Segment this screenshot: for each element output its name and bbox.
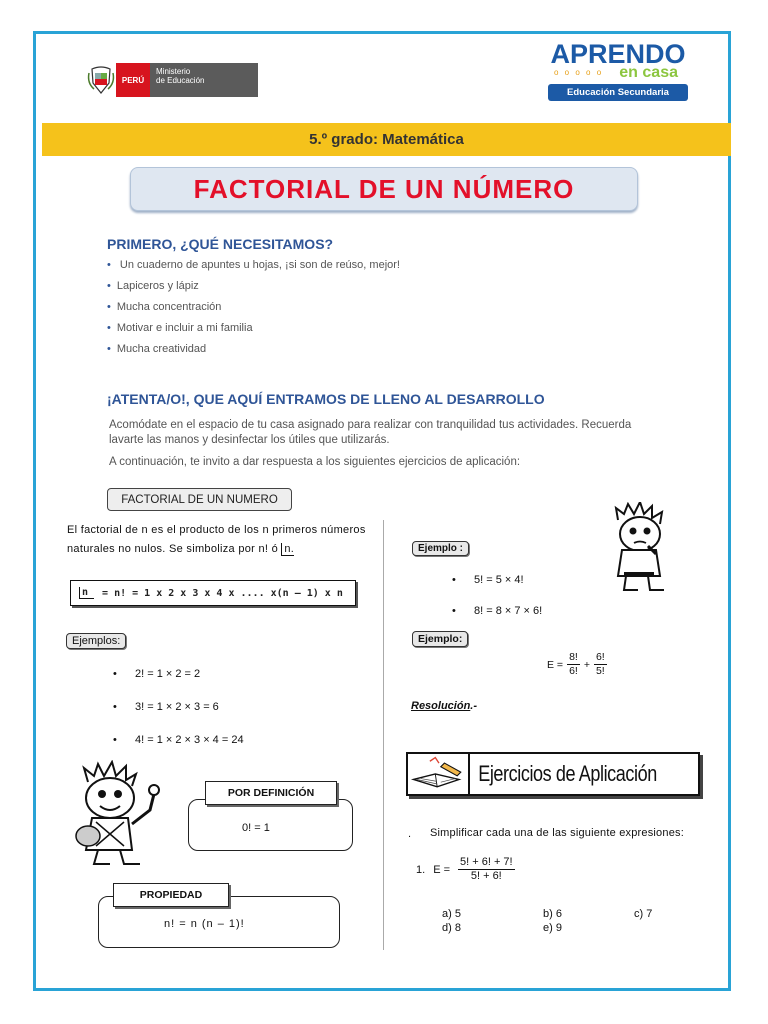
option-e: e) 9 xyxy=(543,922,562,934)
fraction-denominator: 6! xyxy=(569,665,578,677)
problem-number: 1. xyxy=(416,863,426,876)
dots-icon: o o o o o xyxy=(554,68,604,77)
peru-shield-icon xyxy=(86,63,116,97)
exercises-banner xyxy=(406,752,700,796)
exercises-title: Ejercicios de Aplicación xyxy=(478,761,657,786)
definition-text xyxy=(67,521,367,559)
aprendo-band: Educación Secundaria xyxy=(548,84,688,101)
develop-paragraph-1: Acomódate en el espacio de tu casa asignado para realizar con tranquilidad tus actividades. Recuerda lavarte las manos y desinfectar los útiles que utilizarás. xyxy=(109,419,632,446)
resolution-suffix: .- xyxy=(470,700,478,712)
example-text: 4! = 1 × 2 × 3 × 4 = 24 xyxy=(135,734,244,746)
examples-tag: Ejemplos: xyxy=(66,633,126,649)
list-item: • Lapiceros y lápiz xyxy=(107,279,400,300)
column-divider xyxy=(383,520,384,950)
definition-box xyxy=(188,799,353,851)
list-item: • Motivar e incluir a mi familia xyxy=(107,321,400,342)
develop-heading: ¡ATENTA/O!, QUE AQUÍ ENTRAMOS DE LLENO AL DESARROLLO xyxy=(107,391,545,407)
fraction xyxy=(567,651,580,678)
property-value: n! = n (n – 1)! xyxy=(164,918,245,930)
instruction-text: Simplificar cada una de las siguiente expresiones: xyxy=(430,827,684,839)
problem-fraction xyxy=(458,856,515,883)
aprendo-en-casa-logo xyxy=(548,40,688,104)
aprendo-subtitle: en casa xyxy=(619,64,678,81)
formula-body: = n! = 1 x 2 x 3 x 4 x .... x(n – 1) x n xyxy=(102,587,343,599)
example-text: 2! = 1 × 2 = 2 xyxy=(135,668,201,680)
example-text: 5! = 5 × 4! xyxy=(474,574,524,586)
fraction-numerator: 8! xyxy=(569,651,578,663)
develop-paragraph-2: A continuación, te invito a dar respuesta a los siguientes ejercicios de aplicación: xyxy=(109,456,521,468)
list-item: • 8! = 8 × 7 × 6! xyxy=(452,605,543,617)
ministry-label: Ministerio de Educación xyxy=(150,63,258,97)
formula-lead: n xyxy=(79,587,94,599)
definition-symbol: n. xyxy=(281,543,294,556)
peru-label: PERÚ xyxy=(116,63,150,97)
list-item: • 3! = 1 × 2 × 3 = 6 xyxy=(113,701,219,713)
problem-lhs: E = xyxy=(433,863,451,876)
thinking-boy-icon xyxy=(608,502,672,594)
option-b: b) 6 xyxy=(543,908,562,920)
property-label: PROPIEDAD xyxy=(113,883,229,907)
page-title: FACTORIAL DE UN NÚMERO xyxy=(130,167,638,211)
grade-band: 5.º grado: Matemática xyxy=(42,123,731,156)
fraction-denominator: 5! + 6! xyxy=(470,870,502,882)
example2-tag: Ejemplo: xyxy=(412,631,468,647)
book-pencil-icon xyxy=(408,754,470,794)
resolution-label xyxy=(411,700,477,712)
fraction xyxy=(594,651,607,678)
ministry-logo xyxy=(86,63,258,97)
fraction-denominator: 5! xyxy=(595,665,605,677)
cartoon-boy-icon xyxy=(70,760,170,868)
instruction-bullet: . xyxy=(408,828,412,840)
plus-sign: + xyxy=(583,658,590,671)
needs-heading: PRIMERO, ¿QUÉ NECESITAMOS? xyxy=(107,236,334,252)
option-d: d) 8 xyxy=(442,922,461,934)
definition-body: El factorial de n es el producto de los n primeros números naturales no nulos. Se simboliza por n! ó xyxy=(67,524,366,555)
example-text: 3! = 1 × 2 × 3 = 6 xyxy=(135,701,219,713)
example-text: 8! = 8 × 7 × 6! xyxy=(474,605,543,617)
example2-expression xyxy=(547,651,607,678)
factorial-tag: FACTORIAL DE UN NUMERO xyxy=(107,488,292,511)
option-c: c) 7 xyxy=(634,908,653,920)
option-a: a) 5 xyxy=(442,908,461,920)
example2-lhs: E = xyxy=(547,658,564,671)
list-item: • 4! = 1 × 2 × 3 × 4 = 24 xyxy=(113,734,244,746)
definition-box-value: 0! = 1 xyxy=(242,822,270,834)
aprendo-title: APRENDO xyxy=(550,39,686,69)
problem-1 xyxy=(416,856,515,883)
definition-box-label: POR DEFINICIÓN xyxy=(205,781,337,805)
fraction-numerator: 5! + 6! + 7! xyxy=(460,856,513,868)
list-item: • Mucha creatividad xyxy=(107,342,400,363)
resolution-text: Resolución xyxy=(411,700,471,712)
example1-tag: Ejemplo : xyxy=(412,541,469,556)
list-item: • 5! = 5 × 4! xyxy=(452,574,524,586)
factorial-formula xyxy=(70,580,356,606)
list-item: • 2! = 1 × 2 = 2 xyxy=(113,668,201,680)
fraction-numerator: 6! xyxy=(595,651,605,663)
needs-list xyxy=(107,258,400,363)
list-item: • Un cuaderno de apuntes u hojas, ¡si son de reúso, mejor! xyxy=(107,258,400,279)
list-item: • Mucha concentración xyxy=(107,300,400,321)
